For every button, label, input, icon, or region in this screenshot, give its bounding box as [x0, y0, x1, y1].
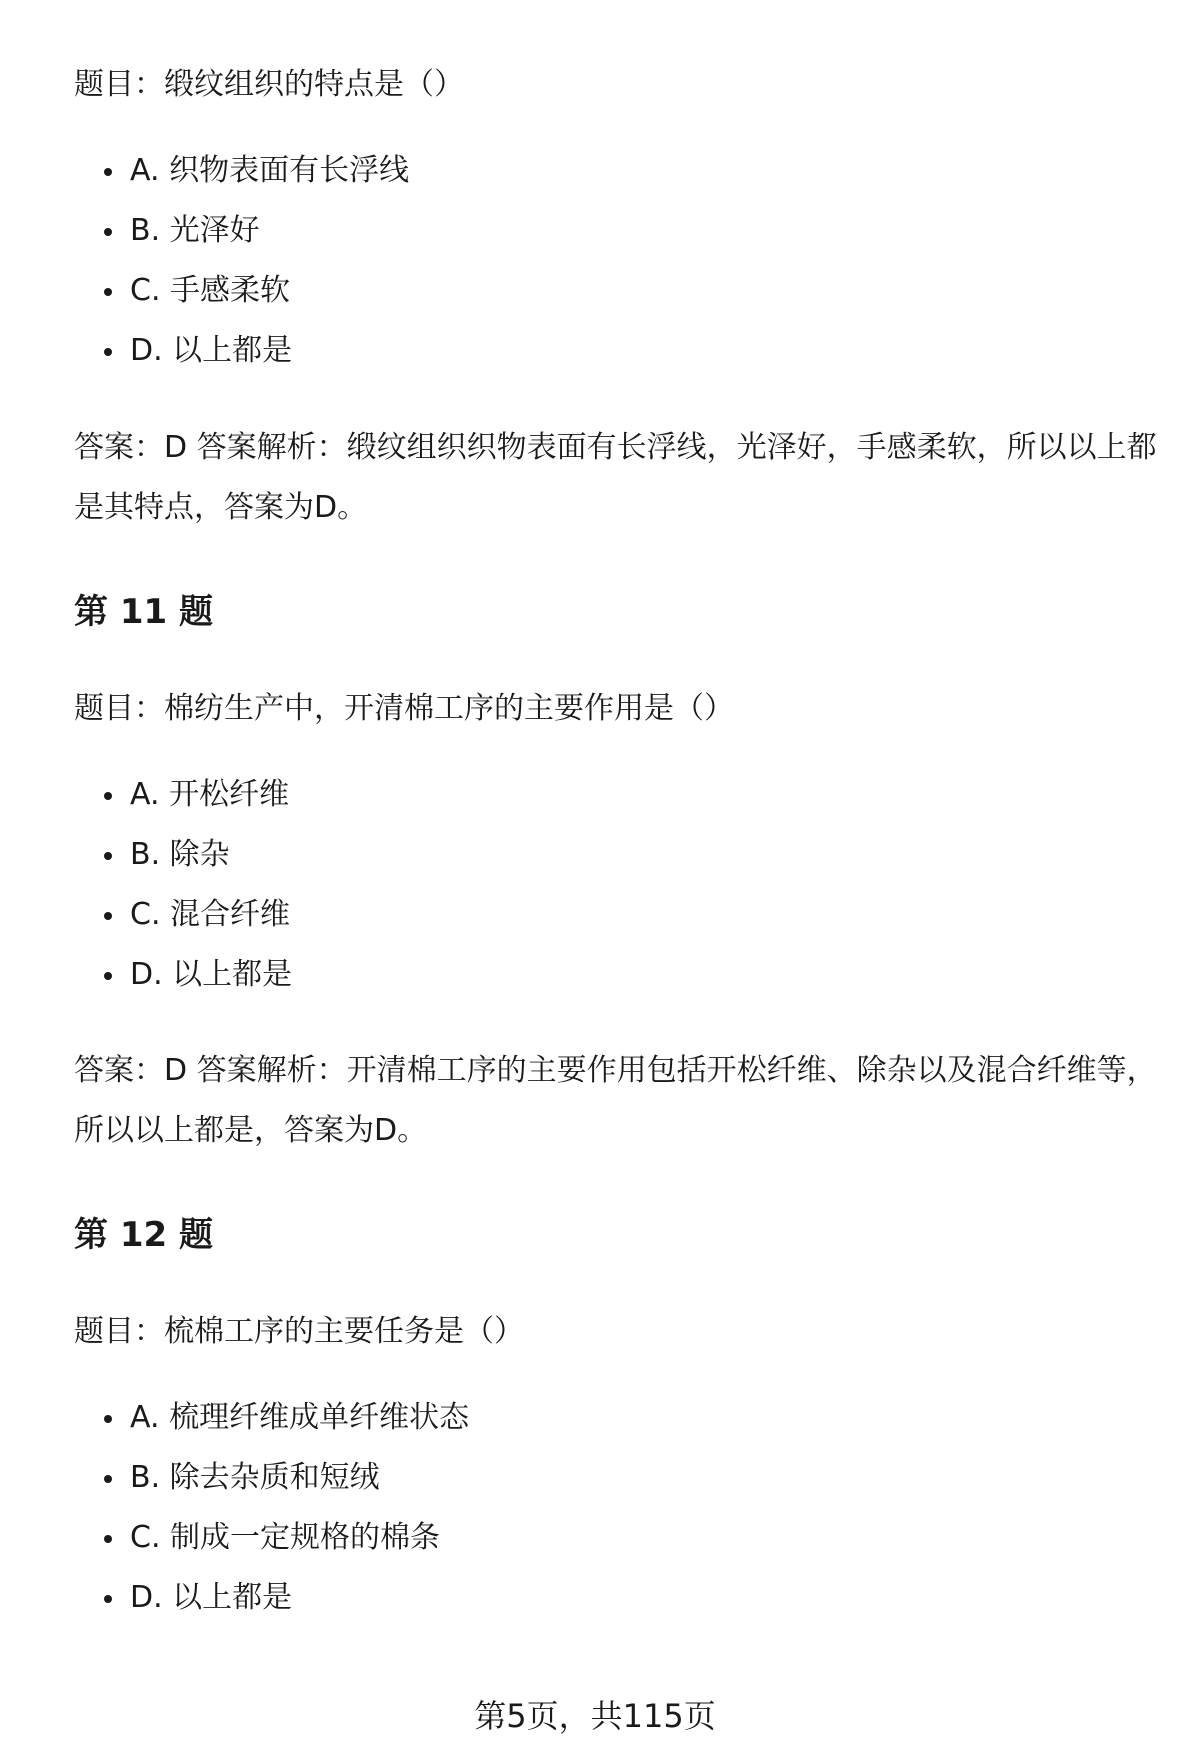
- question-12-heading: 第 12 题: [74, 1215, 213, 1255]
- question-10-text: 题目：缎纹组织的特点是（）: [74, 67, 464, 102]
- option-a: A. 开松纤维: [74, 774, 292, 816]
- option-b: B. 除杂: [74, 834, 292, 876]
- question-12-text: 题目：梳棉工序的主要任务是（）: [74, 1314, 524, 1349]
- option-d: D. 以上都是: [74, 330, 409, 372]
- option-b: B. 光泽好: [74, 210, 409, 252]
- option-d: D. 以上都是: [74, 954, 292, 996]
- option-b: B. 除去杂质和短绒: [74, 1457, 469, 1499]
- option-c: C. 制成一定规格的棉条: [74, 1517, 469, 1559]
- question-11-answer: 答案：D 答案解析：开清棉工序的主要作用包括开松纤维、除杂以及混合纤维等，所以以上都是，答案为D。: [74, 1053, 1157, 1148]
- option-c: C. 混合纤维: [74, 894, 292, 936]
- option-d: D. 以上都是: [74, 1577, 469, 1619]
- option-a: A. 梳理纤维成单纤维状态: [74, 1397, 469, 1439]
- question-10-answer: 答案：D 答案解析：缎纹组织织物表面有长浮线，光泽好，手感柔软，所以以上都是其特点，答案为D。: [74, 430, 1157, 525]
- page-number-footer: 第5页，共115页: [474, 1697, 716, 1735]
- option-a: A. 织物表面有长浮线: [74, 150, 409, 192]
- question-11-heading: 第 11 题: [74, 592, 213, 632]
- question-10-options: [74, 150, 409, 372]
- question-11-options: [74, 774, 292, 996]
- option-c: C. 手感柔软: [74, 270, 409, 312]
- question-12-options: [74, 1397, 469, 1619]
- question-11-text: 题目：棉纺生产中，开清棉工序的主要作用是（）: [74, 691, 734, 726]
